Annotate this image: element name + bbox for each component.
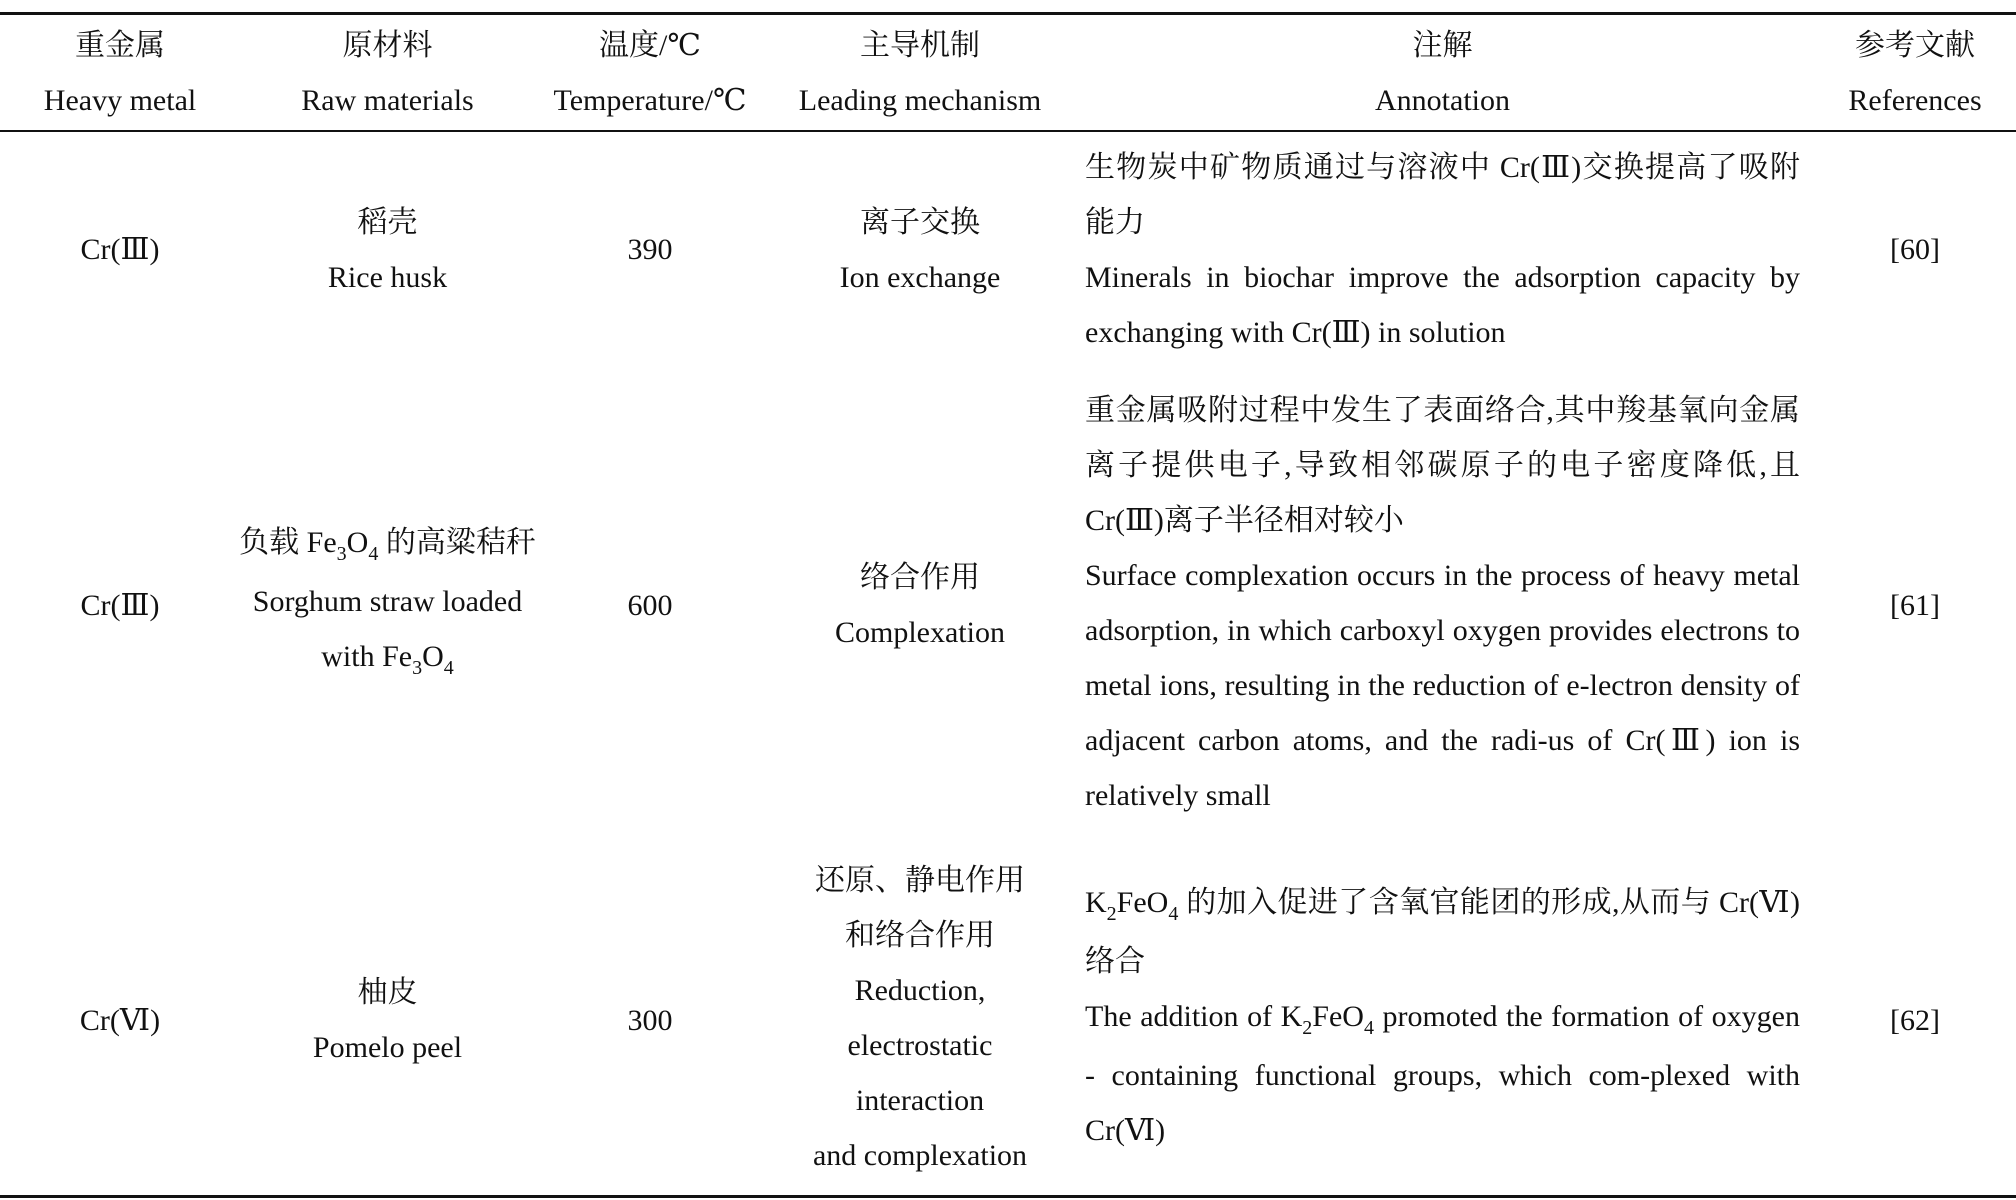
row2-mechanism: [775, 550, 1065, 660]
mech-zh-1: 还原、静电作用: [815, 864, 1025, 897]
row2-ref: [61]: [1890, 589, 1940, 622]
mech-en: Ion exchange: [839, 261, 1001, 294]
row3-annotation: [1085, 875, 1800, 1158]
mech-en-3: interaction: [855, 1084, 985, 1117]
header-rule: [0, 130, 2016, 132]
header-temperature: [545, 18, 755, 128]
header-en: Heavy metal: [43, 84, 197, 117]
header-en: Temperature/℃: [553, 84, 747, 117]
mech-zh: 离子交换: [860, 206, 980, 239]
mech-en-1: Reduction,: [854, 974, 986, 1007]
row3-metal: Cr(Ⅵ): [79, 1004, 161, 1037]
header-zh: 参考文献: [1855, 29, 1975, 62]
mech-en-2: electrostatic: [847, 1029, 993, 1062]
mech-en: Complexation: [835, 616, 1005, 649]
row1-metal: Cr(Ⅲ): [80, 233, 160, 266]
raw-en: Rice husk: [327, 261, 448, 294]
row2-temp: 600: [627, 589, 673, 622]
row1-mechanism: [775, 195, 1065, 305]
ann-zh: 重金属吸附过程中发生了表面络合,其中羧基氧向金属离子提供电子,导致相邻碳原子的电子密度降低,且 Cr(Ⅲ)离子半径相对较小: [1085, 394, 1800, 537]
ann-zh: $K_2FeO_4$ 的加入促进了含氧官能团的形成,从而与 Cr(Ⅵ)络合: [1085, 886, 1800, 978]
header-en: Annotation: [1375, 84, 1510, 117]
header-references: [1840, 18, 1990, 128]
header-zh: 原材料: [342, 29, 433, 62]
ann-en: Surface complexation occurs in the process of heavy metal adsorption, in which carboxyl oxygen provides electrons to metal ions, resulting in the reduction of e-lectron density of adjacent carbon atoms, and the radi-us of Cr(Ⅲ) ion is relatively small: [1085, 559, 1800, 812]
row2-raw: [210, 515, 565, 688]
raw-en-1: Sorghum straw loaded: [252, 585, 523, 618]
header-en: References: [1848, 84, 1982, 117]
ann-zh: 生物炭中矿物质通过与溶液中 Cr(Ⅲ)交换提高了吸附能力: [1085, 151, 1800, 239]
top-rule: [0, 12, 2016, 15]
header-en: Raw materials: [301, 84, 474, 117]
raw-en-2: with $Fe_3O_4$: [321, 640, 454, 679]
header-zh: 注解: [1412, 29, 1473, 62]
mech-zh-2: 和络合作用: [845, 919, 995, 952]
raw-en: Pomelo peel: [312, 1031, 463, 1064]
row2-annotation: [1085, 383, 1800, 823]
row1-ref: [60]: [1890, 233, 1940, 266]
header-raw-materials: [210, 18, 565, 128]
row1-annotation: [1085, 140, 1800, 360]
raw-zh: 稻壳: [357, 206, 418, 239]
mech-zh: 络合作用: [860, 561, 980, 594]
header-zh: 温度/℃: [599, 29, 701, 62]
bottom-rule: [0, 1195, 2016, 1198]
ann-en: Minerals in biochar improve the adsorption capacity by exchanging with Cr(Ⅲ) in solution: [1085, 261, 1800, 349]
row1-temp: 390: [627, 233, 673, 266]
row3-temp: 300: [627, 1004, 673, 1037]
row1-raw: [210, 195, 565, 305]
raw-zh: 负载 $Fe_3O_4$ 的高粱秸秆: [239, 526, 536, 565]
mech-en-4: and complexation: [812, 1139, 1028, 1172]
row3-ref: [62]: [1890, 1004, 1940, 1037]
header-zh: 重金属: [75, 29, 165, 62]
raw-zh: 柚皮: [357, 976, 418, 1009]
row2-metal: Cr(Ⅲ): [80, 589, 160, 622]
row3-mechanism: [775, 853, 1065, 1183]
header-annotation: [1085, 18, 1800, 128]
header-en: Leading mechanism: [798, 84, 1042, 117]
header-heavy-metal: [0, 18, 240, 128]
row3-raw: [210, 965, 565, 1075]
ann-en: The addition of $K_2FeO_4$ promoted the formation of oxygen - containing functional groups, which com-plexed with Cr(Ⅵ): [1085, 1000, 1800, 1147]
header-leading-mechanism: [775, 18, 1065, 128]
header-zh: 主导机制: [860, 29, 980, 62]
